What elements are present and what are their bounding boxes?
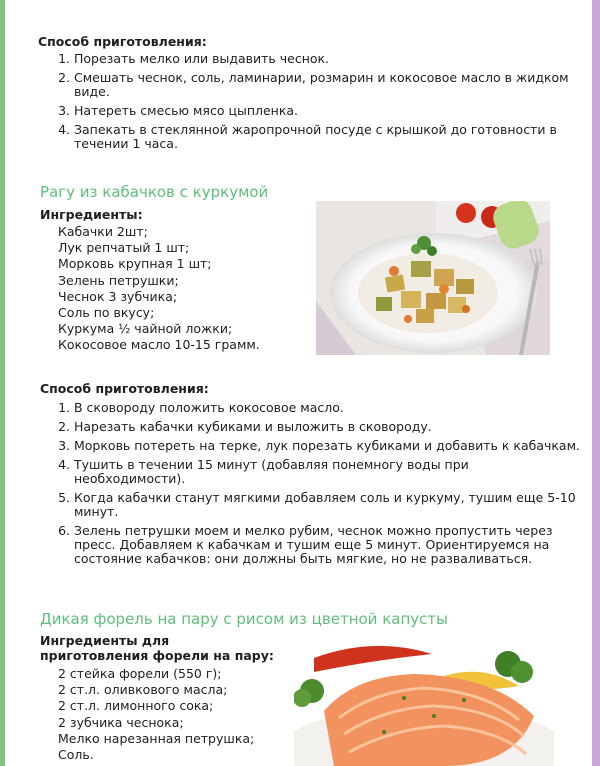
recipe-title-trout: Дикая форель на пару с рисом из цветной капусты <box>40 610 448 628</box>
ingredient-item: Чеснок 3 зубчика; <box>58 288 178 304</box>
ingredient-item: 2 ст.л. лимонного сока; <box>58 698 214 714</box>
step-item: 3. Морковь потереть на терке, лук порезать кубиками и добавить к кабачкам. <box>74 439 582 453</box>
step-item: 1. В сковороду положить кокосовое масло. <box>74 401 582 415</box>
ingredient-item: 2 стейка форели (550 г); <box>58 666 222 681</box>
method-heading-1: Способ приготовления: <box>38 34 207 49</box>
step-item: 2. Смешать чеснок, соль, ламинарии, розмарин и кокосовое масло в жидком виде. <box>74 71 574 99</box>
ingredients-list-3 <box>40 666 298 763</box>
step-item: 1. Порезать мелко или выдавить чеснок. <box>74 52 574 66</box>
ingredients-heading-3: Ингредиенты для приготовления форели на пару: <box>40 633 274 663</box>
ingredient-item: Морковь крупная 1 шт; <box>58 256 212 272</box>
step-item: 5. Когда кабачки станут мягкими добавляем соль и куркуму, тушим еще 5-10 минут. <box>74 491 582 519</box>
recipe-title-zucchini: Рагу из кабачков с куркумой <box>40 183 269 201</box>
ingredient-item: Соль по вкусу; <box>58 305 155 321</box>
step-item: 4. Тушить в течении 15 минут (добавляя понемногу воды при необходимости). <box>74 458 582 486</box>
ingredient-item: 2 зубчика чеснока; <box>58 714 184 730</box>
step-item: 2. Нарезать кабачки кубиками и выложить в сковороду. <box>74 420 582 434</box>
left-page-border <box>0 0 5 766</box>
ingredient-item: Соль. <box>58 747 94 763</box>
ingredient-item: 2 ст.л. оливкового масла; <box>58 682 228 698</box>
right-page-border <box>592 0 600 766</box>
step-item: 3. Натереть смесью мясо цыпленка. <box>74 104 574 118</box>
ingredient-item: Кокосовое масло 10-15 грамм. <box>58 337 260 353</box>
trout-photo <box>294 636 554 766</box>
step-item: 4. Запекать в стеклянной жаропрочной посуде с крышкой до готовности в течении 1 часа. <box>74 123 574 151</box>
ingredients-list-2 <box>40 224 318 354</box>
ingredient-item: Кабачки 2шт; <box>58 224 148 239</box>
method-steps-1 <box>38 52 574 156</box>
ingredient-item: Куркума ½ чайной ложки; <box>58 321 233 337</box>
step-item: 6. Зелень петрушки моем и мелко рубим, чеснок можно пропустить через пресс. Добавляем к кабачкам и тушим еще 5 минут. Ориентируемся на состояние кабачков: они должны быть мягкие, но не разваливаться. <box>74 524 582 566</box>
ingredient-item: Зелень петрушки; <box>58 272 179 288</box>
method-heading-2: Способ приготовления: <box>40 381 209 396</box>
method-steps-2 <box>38 401 582 571</box>
ingredient-item: Лук репчатый 1 шт; <box>58 240 190 256</box>
ingredient-item: Мелко нарезанная петрушка; <box>58 730 255 746</box>
ingredients-heading-2: Ингредиенты: <box>40 207 143 222</box>
zucchini-stew-photo <box>316 201 550 355</box>
